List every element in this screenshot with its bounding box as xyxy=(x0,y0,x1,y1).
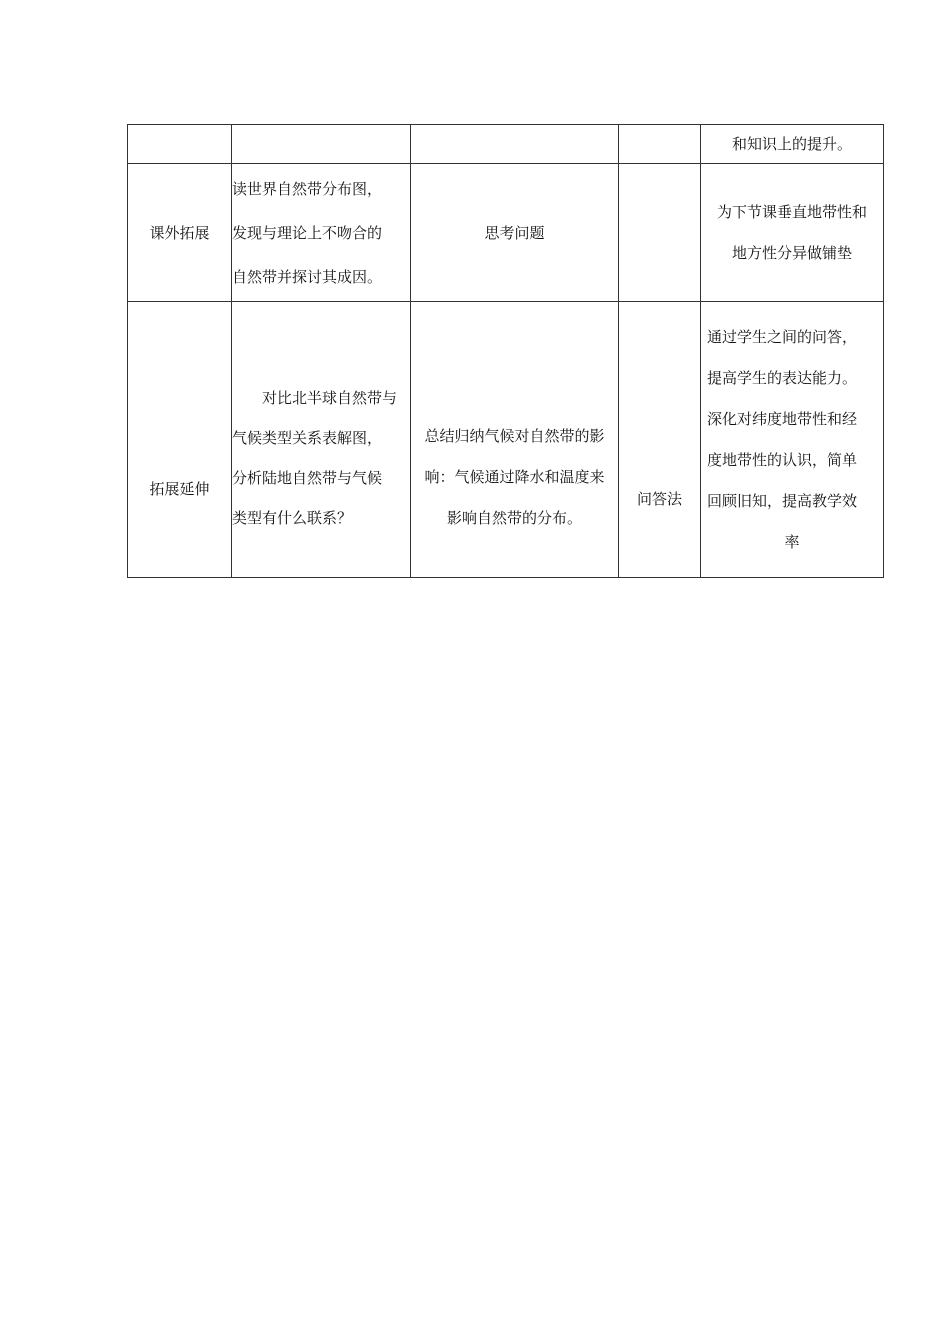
text-line: 为下节课垂直地带性和 xyxy=(716,202,867,221)
table-cell xyxy=(411,302,619,578)
row1-goal-text: 和知识上的提升。 xyxy=(731,135,852,153)
table-row xyxy=(128,164,884,302)
stage-label-extension-deepen: 拓展延伸 xyxy=(149,479,210,498)
text-line: 分析陆地自然带与气候 xyxy=(232,468,383,487)
design-intent-text xyxy=(701,317,883,563)
text-line: 提高学生的表达能力。 xyxy=(707,368,858,387)
teacher-activity-text xyxy=(232,167,410,299)
table-cell xyxy=(701,125,884,164)
teaching-method-text: 问答法 xyxy=(636,490,682,508)
table-row xyxy=(128,125,884,164)
text-line: 地方性分异做铺垫 xyxy=(731,243,852,262)
table-cell xyxy=(701,302,884,578)
stage-label-extension: 课外拓展 xyxy=(149,224,210,242)
table-cell xyxy=(232,125,411,164)
text-line: 度地带性的认识，简单 xyxy=(707,450,858,469)
table-cell xyxy=(701,164,884,302)
student-activity-text: 思考问题 xyxy=(484,224,545,242)
text-line: 对比北半球自然带与 xyxy=(262,388,398,407)
table-cell xyxy=(232,302,411,578)
text-line: 回顾旧知，提高教学效 xyxy=(707,491,858,510)
teacher-activity-text xyxy=(232,378,410,538)
text-line: 气候类型关系表解图， xyxy=(232,428,383,447)
text-line: 读世界自然带分布图， xyxy=(232,179,383,198)
table-cell xyxy=(128,125,232,164)
student-activity-text xyxy=(411,416,618,539)
design-intent-text xyxy=(701,192,883,274)
table-cell xyxy=(232,164,411,302)
table-cell xyxy=(128,302,232,578)
text-line: 率 xyxy=(784,532,800,551)
lesson-plan-table xyxy=(127,124,884,578)
table-row xyxy=(128,302,884,578)
text-line: 类型有什么联系？ xyxy=(232,508,353,527)
text-line: 自然带并探讨其成因。 xyxy=(232,267,383,286)
text-line: 影响自然带的分布。 xyxy=(446,508,582,527)
text-line: 发现与理论上不吻合的 xyxy=(232,223,383,242)
text-line: 总结归纳气候对自然带的影 xyxy=(424,426,605,445)
table-cell xyxy=(411,125,619,164)
text-line: 响：气候通过降水和温度来 xyxy=(424,467,605,486)
table-cell xyxy=(128,164,232,302)
table-cell xyxy=(619,302,701,578)
table-cell xyxy=(619,164,701,302)
table-cell xyxy=(411,164,619,302)
text-line: 深化对纬度地带性和经 xyxy=(707,409,858,428)
text-line: 通过学生之间的问答， xyxy=(707,327,858,346)
table-cell xyxy=(619,125,701,164)
